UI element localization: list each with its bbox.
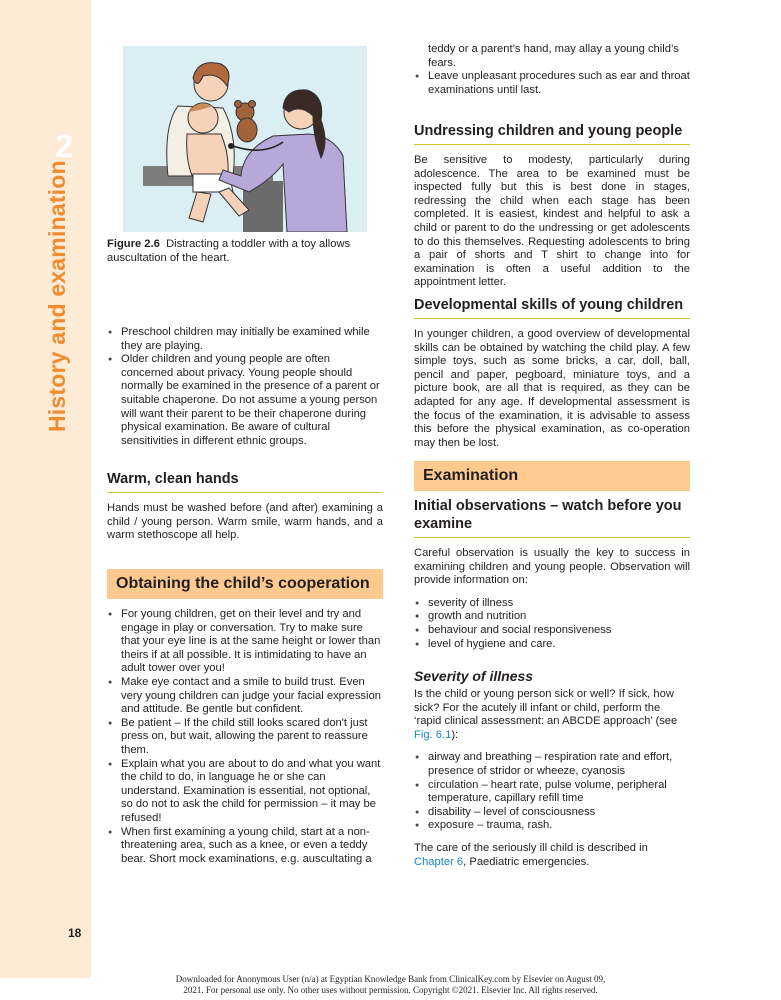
list-item: ● level of hygiene and care.	[414, 638, 690, 652]
list-item: ● disability – level of consciousness	[414, 806, 690, 820]
list-item: ● For young children, get on their level and try and engage in play or conversation. Try to make sure that your eye line is at the same height or lower than theirs if at all possible. It is intimidating to have an adult tower over you!	[107, 608, 383, 676]
cooperation-bullet-list	[107, 608, 383, 866]
figure-caption-text: Distracting a toddler with a toy allows auscultation of the heart.	[107, 238, 351, 264]
page-number: 18	[68, 926, 82, 940]
list-item: ● circulation – heart rate, pulse volume, peripheral temperature, capillary refill time	[414, 779, 690, 806]
intro-bullet-list	[107, 326, 383, 448]
list-item: ● When first examining a young child, start at a non-threatening area, such as a knee, or even a teddy bear. Short mock examinations, e.g. auscultating a	[107, 826, 383, 867]
closing-text: The care of the seriously ill child is described in Chapter 6, Paediatric emergencies.	[414, 841, 648, 868]
severity-section	[414, 668, 690, 869]
list-item: ● Explain what you are about to do and what you want the child to do, in language he or she can understand. Examination is essential, not optional, so do not to ask the child for permission – it may be refused!	[107, 758, 383, 826]
developmental-text: In younger children, a good overview of developmental skills can be obtained by watching the child play. A few simple toys, such as some bricks, a car, doll, ball, pencil and paper, pegboard, miniature toys, and a picture book, are all that is required, as they can be adapted for any age. If developmental assessment is the focus of the examination, it is advisable to assess this before the physical examination, as co-operation may then be lost.	[414, 328, 690, 449]
list-item: ● Make eye contact and a smile to build trust. Even very young children can judge your facial expression and attitude. Be gentle but confident.	[107, 676, 383, 717]
severity-text: Is the child or young person sick or well? If sick, how sick? For the acutely ill infant or child, perform the ‘rapid clinical assessment: an ABCDE approach’ (see Fig. 6.1):	[414, 688, 678, 741]
severity-heading: Severity of illness	[414, 668, 534, 684]
cooperation-section	[107, 569, 383, 866]
download-footer	[0, 974, 781, 995]
undressing-text: Be sensitive to modesty, particularly during adolescence. The area to be examined must be inspected fully but this is best done in stages, redressing the child when each stage has been completed. It is easiest, kindest and helpful to ask a child or parent to do the undressing or get adolescents to do this themselves. Requesting adolescents to bring a pair of shorts and T shirt to change into for examination is often a useful addition to the appointment letter.	[414, 154, 690, 289]
list-item: ● airway and breathing – respiration rate and effort, presence of stridor or wheeze, cyanosis	[414, 751, 690, 778]
initial-observations-text: Careful observation is usually the key to success in examining children and young people. Observation will provide information on:	[414, 547, 690, 587]
developmental-heading: Developmental skills of young children	[414, 296, 690, 319]
chapter-number: 2	[55, 128, 73, 164]
initial-observations-heading: Initial observations – watch before you examine	[414, 497, 690, 538]
list-item: ● Be patient – If the child still looks scared don't just press on, but wait, allowing the parent to reassure them.	[107, 717, 383, 758]
footer-line-1: Downloaded for Anonymous User (n/a) at Egyptian Knowledge Bank from ClinicalKey.com by Elsevier on August 09,	[175, 974, 606, 984]
undressing-section	[414, 122, 690, 290]
fig-6-1-link[interactable]: Fig. 6.1	[414, 728, 452, 741]
continued-bullet-list	[414, 43, 690, 97]
warm-hands-section	[107, 470, 383, 543]
list-item: ● behaviour and social responsiveness	[414, 624, 690, 638]
list-item: ● Leave unpleasant procedures such as ear and throat examinations until last.	[414, 70, 690, 97]
list-item: ● growth and nutrition	[414, 610, 690, 624]
list-item: ● Older children and young people are often concerned about privacy. Young people should normally be examined in the presence of a parent or suitable chaperone. Do not assume a young person will want their parent to be their chaperone during physical examination. Be aware of cultural sensitivities in different ethnic groups.	[107, 353, 383, 448]
warm-hands-heading: Warm, clean hands	[107, 470, 383, 493]
observation-bullet-list	[414, 597, 690, 651]
figure-illustration	[123, 46, 367, 232]
examination-heading: Examination	[414, 461, 690, 491]
figure-caption	[107, 238, 377, 265]
list-item-continued: teddy or a parent’s hand, may allay a young child’s fears.	[428, 43, 679, 69]
chapter-sidebar	[0, 0, 91, 978]
chapter-title: History and examination	[44, 160, 70, 432]
undressing-heading: Undressing children and young people	[414, 122, 690, 145]
cooperation-heading: Obtaining the child’s cooperation	[107, 569, 383, 599]
figure-label: Figure 2.6	[107, 238, 160, 250]
footer-line-2: 2021. For personal use only. No other uses without permission. Copyright ©2021. Elsevier Inc. All rights reserved.	[183, 984, 598, 995]
chapter-6-link[interactable]: Chapter 6	[414, 855, 464, 868]
list-item: ● exposure – trauma, rash.	[414, 819, 690, 833]
examination-section	[414, 461, 690, 651]
list-item: ● severity of illness	[414, 597, 690, 611]
warm-hands-text: Hands must be washed before (and after) examining a child / young person. Warm smile, warm hands, and a warm stethoscope all help.	[107, 502, 383, 542]
developmental-section	[414, 296, 690, 450]
abcde-bullet-list	[414, 751, 690, 833]
list-item: ● Preschool children may initially be examined while they are playing.	[107, 326, 383, 353]
doctor-toddler-illustration	[123, 46, 367, 232]
